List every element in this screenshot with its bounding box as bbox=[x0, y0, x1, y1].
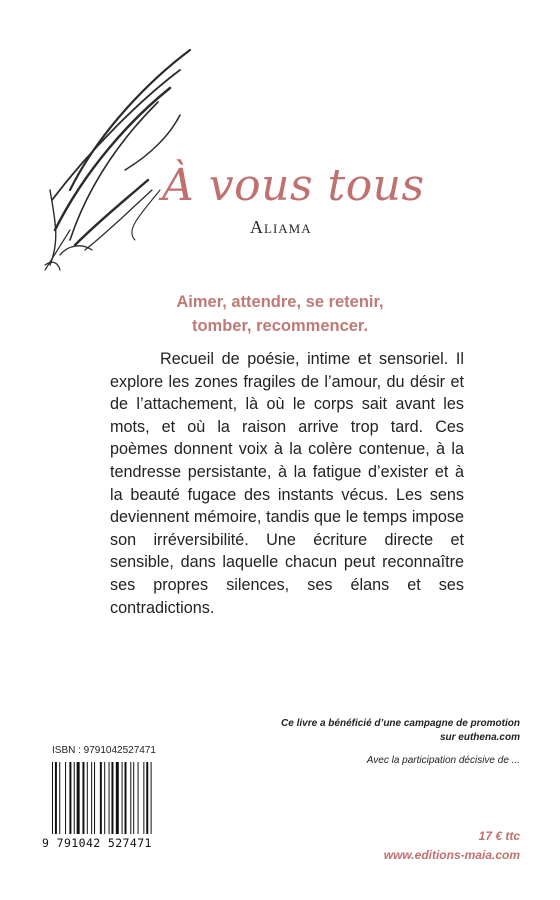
barcode-digits: 9 791042 527471 bbox=[42, 836, 152, 850]
book-description bbox=[110, 348, 464, 619]
author-name: Aliama bbox=[250, 217, 312, 237]
description-text: Recueil de poésie, intime et sensoriel. Il explore les zones fragiles de l’amour, du désir et de l’attachement, là où le corps sait avant les mots, et où la raison arrive trop tard. Ces poèmes donnent voix à la colère contenue, à la tendresse persistante, à la fatigue d’exister et à la beauté fugace des instants vécus. Les sens deviennent mémoire, tandis que le temps impose son irréversibilité. Une écriture directe et sensible, dans laquelle chacun peut reconnaître ses propres silences, ses élans et ses contradictions. bbox=[110, 350, 464, 617]
isbn-label: ISBN : 9791042527471 bbox=[52, 745, 156, 756]
participation-note: Avec la participation décisive de ... bbox=[366, 755, 520, 766]
book-title: À vous tous bbox=[162, 160, 425, 211]
publisher-website: www.editions-maia.com bbox=[383, 848, 520, 862]
promo-line-2: sur euthena.com bbox=[439, 732, 520, 743]
tagline bbox=[0, 290, 560, 338]
promotion-note bbox=[220, 717, 520, 745]
tagline-line-2: tomber, recommencer. bbox=[191, 317, 369, 335]
price: 17 € ttc bbox=[478, 829, 520, 843]
barcode bbox=[52, 762, 162, 842]
tagline-line-1: Aimer, attendre, se retenir, bbox=[176, 293, 384, 311]
promo-line-1: Ce livre a bénéficié d’une campagne de promotion bbox=[281, 718, 520, 729]
